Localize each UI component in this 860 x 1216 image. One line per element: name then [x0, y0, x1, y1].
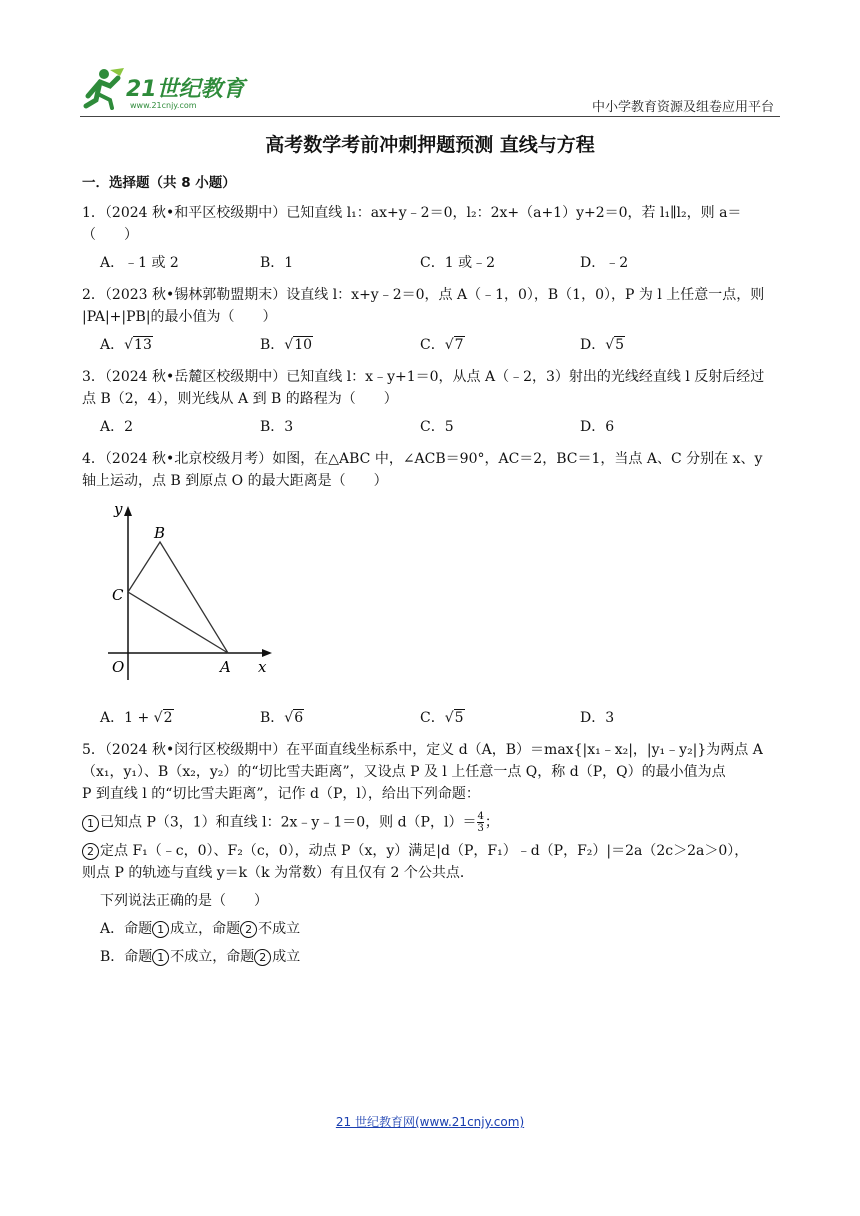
question-4 [82, 448, 782, 729]
logo-url: www.21cnjy.com [130, 101, 197, 110]
option-label: B． [260, 337, 285, 353]
option-a[interactable] [100, 334, 260, 356]
question-3-stem-line2: 点 B（2，4），则光线从 A 到 B 的路程为（ ） [82, 391, 398, 407]
label-y: y [114, 500, 123, 518]
option-label: A． [100, 710, 125, 726]
question-5-stem-line1: 5．（2024 秋•闵行区校级期中）在平面直线坐标系中，定义 d（A，B）＝max{|x₁﹣x₂|，|y₁﹣y₂|}为两点 A [82, 742, 763, 758]
radicand: 10 [294, 337, 313, 353]
question-4-stem-line1: 4．（2024 秋•北京校级月考）如图，在△ABC 中，∠ACB＝90°，AC＝2，BC＝1，当点 A、C 分别在 x、y [82, 451, 763, 467]
y-axis-arrow [124, 506, 132, 516]
option-a-text3: 不成立 [258, 921, 301, 937]
circled-number-2: 2 [240, 921, 257, 938]
circled-number-1: 1 [152, 921, 169, 938]
option-b-text: B．命题 [100, 949, 153, 965]
option-a[interactable]: A．2 [100, 419, 134, 435]
page-title: 高考数学考前冲刺押题预测 直线与方程 [265, 134, 595, 156]
radicand: 5 [454, 710, 464, 726]
denominator: 3 [477, 823, 484, 834]
option-label: B． [260, 710, 285, 726]
option-d[interactable] [580, 334, 740, 356]
proposition-1 [82, 811, 782, 834]
option-c[interactable] [420, 707, 580, 729]
option-b[interactable] [100, 946, 782, 968]
sqrt-expr: √13 [124, 337, 152, 353]
footer-link[interactable]: 21 世纪教育网(www.21cnjy.com) [335, 1115, 525, 1129]
option-a-prefix: 1 + [124, 710, 154, 726]
label-c: C [112, 586, 124, 604]
question-4-stem-line2: 轴上运动，点 B 到原点 O 的最大距离是（ ） [82, 473, 388, 489]
question-3-stem-line1: 3．（2024 秋•岳麓区校级期中）已知直线 l：x﹣y+1＝0，从点 A（﹣2，3）射出的光线经直线 l 反射后经过 [82, 369, 765, 385]
option-a-text2: 成立，命题 [170, 921, 241, 937]
triangle-abc [128, 542, 228, 653]
question-3-options [100, 416, 782, 438]
question-1-options [100, 252, 782, 274]
label-a: A [220, 658, 231, 676]
footer [0, 1113, 860, 1130]
option-c[interactable]: C．1 或﹣2 [420, 255, 495, 271]
option-b[interactable]: B．3 [260, 419, 294, 435]
option-a[interactable] [100, 707, 260, 729]
sqrt-expr: √5 [444, 710, 464, 726]
circled-number-1: 1 [82, 815, 99, 832]
question-3 [82, 366, 782, 438]
question-2-options [100, 334, 782, 356]
option-d[interactable]: D．3 [580, 710, 615, 726]
option-label: C． [420, 710, 445, 726]
label-o: O [112, 658, 125, 676]
proposition-2 [82, 840, 782, 884]
numerator: 4 [477, 811, 484, 822]
question-5-ask: 下列说法正确的是（ ） [100, 893, 268, 909]
circled-number-2: 2 [82, 843, 99, 860]
question-2-stem-line2: |PA|+|PB|的最小值为（ ） [82, 309, 277, 325]
sqrt-expr: √10 [284, 337, 313, 353]
radicand: 13 [134, 337, 152, 353]
content [82, 172, 782, 974]
sqrt-expr: √7 [444, 337, 464, 353]
label-b: B [154, 524, 166, 542]
option-c[interactable]: C．5 [420, 419, 454, 435]
radicand: 2 [163, 710, 173, 726]
logo [80, 66, 260, 112]
x-axis-arrow [262, 649, 272, 657]
question-4-options [100, 707, 782, 729]
sqrt-expr: √2 [153, 710, 173, 726]
label-x: x [258, 658, 267, 676]
sqrt-expr: √5 [605, 337, 625, 353]
option-a-text: A．命题 [100, 921, 153, 937]
option-b[interactable] [260, 334, 420, 356]
option-label: D． [580, 337, 606, 353]
option-a[interactable]: A．﹣1 或 2 [100, 255, 179, 271]
question-2 [82, 284, 782, 356]
option-label: C． [420, 337, 445, 353]
circled-number-1: 1 [152, 949, 169, 966]
logo-text: 21世纪教育 [126, 77, 245, 102]
circled-number-2: 2 [254, 949, 271, 966]
section-heading: 一．选择题（共 8 小题） [82, 175, 236, 191]
radicand: 5 [615, 337, 625, 353]
option-b-text3: 成立 [272, 949, 301, 965]
header-divider [80, 116, 780, 117]
question-1 [82, 202, 782, 274]
proposition-2-text: 定点 F₁（﹣c，0）、F₂（c，0），动点 P（x，y）满足|d（P，F₁）﹣d（P，F₂）|＝2a（2c＞2a＞0）， [100, 843, 749, 859]
proposition-1-text: 已知点 P（3，1）和直线 l：2x﹣y﹣1＝0，则 d（P，l）＝ [100, 814, 477, 831]
question-5 [82, 739, 782, 968]
proposition-2-text-line2: 则点 P 的轨迹与直线 y＝k（k 为常数）有且仅有 2 个公共点． [82, 865, 474, 881]
option-b[interactable] [260, 707, 420, 729]
question-5-stem-line2: （x₁，y₁）、B（x₂，y₂）的“切比雪夫距离”，又设点 P 及 l 上任意一点 Q，称 d（P，Q）的最小值为点 [82, 764, 726, 780]
option-d[interactable]: D．6 [580, 419, 615, 435]
proposition-1-end: ； [484, 814, 499, 831]
radicand: 7 [454, 337, 464, 353]
option-d[interactable]: D．﹣2 [580, 255, 629, 271]
radicand: 6 [294, 710, 304, 726]
triangle-figure [102, 500, 282, 690]
option-label: A． [100, 337, 125, 353]
platform-name: 中小学教育资源及组卷应用平台 [591, 100, 774, 115]
option-b-text2: 不成立，命题 [170, 949, 255, 965]
option-a[interactable] [100, 918, 782, 940]
question-1-stem: 1．（2024 秋•和平区校级期中）已知直线 l₁：ax+y﹣2＝0，l₂：2x+（a+1）y+2＝0，若 l₁∥l₂，则 a＝（ ） [82, 205, 742, 243]
sqrt-expr: √6 [284, 710, 304, 726]
runner-icon [86, 68, 124, 108]
option-c[interactable] [420, 334, 580, 356]
option-b[interactable]: B．1 [260, 255, 294, 271]
fraction [477, 811, 483, 834]
question-2-stem-line1: 2．（2023 秋•锡林郭勒盟期末）设直线 l：x+y﹣2＝0，点 A（﹣1，0），B（1，0），P 为 l 上任意一点，则 [82, 287, 765, 303]
question-5-stem-line3: P 到直线 l 的“切比雪夫距离”，记作 d（P，l），给出下列命题： [82, 786, 480, 802]
